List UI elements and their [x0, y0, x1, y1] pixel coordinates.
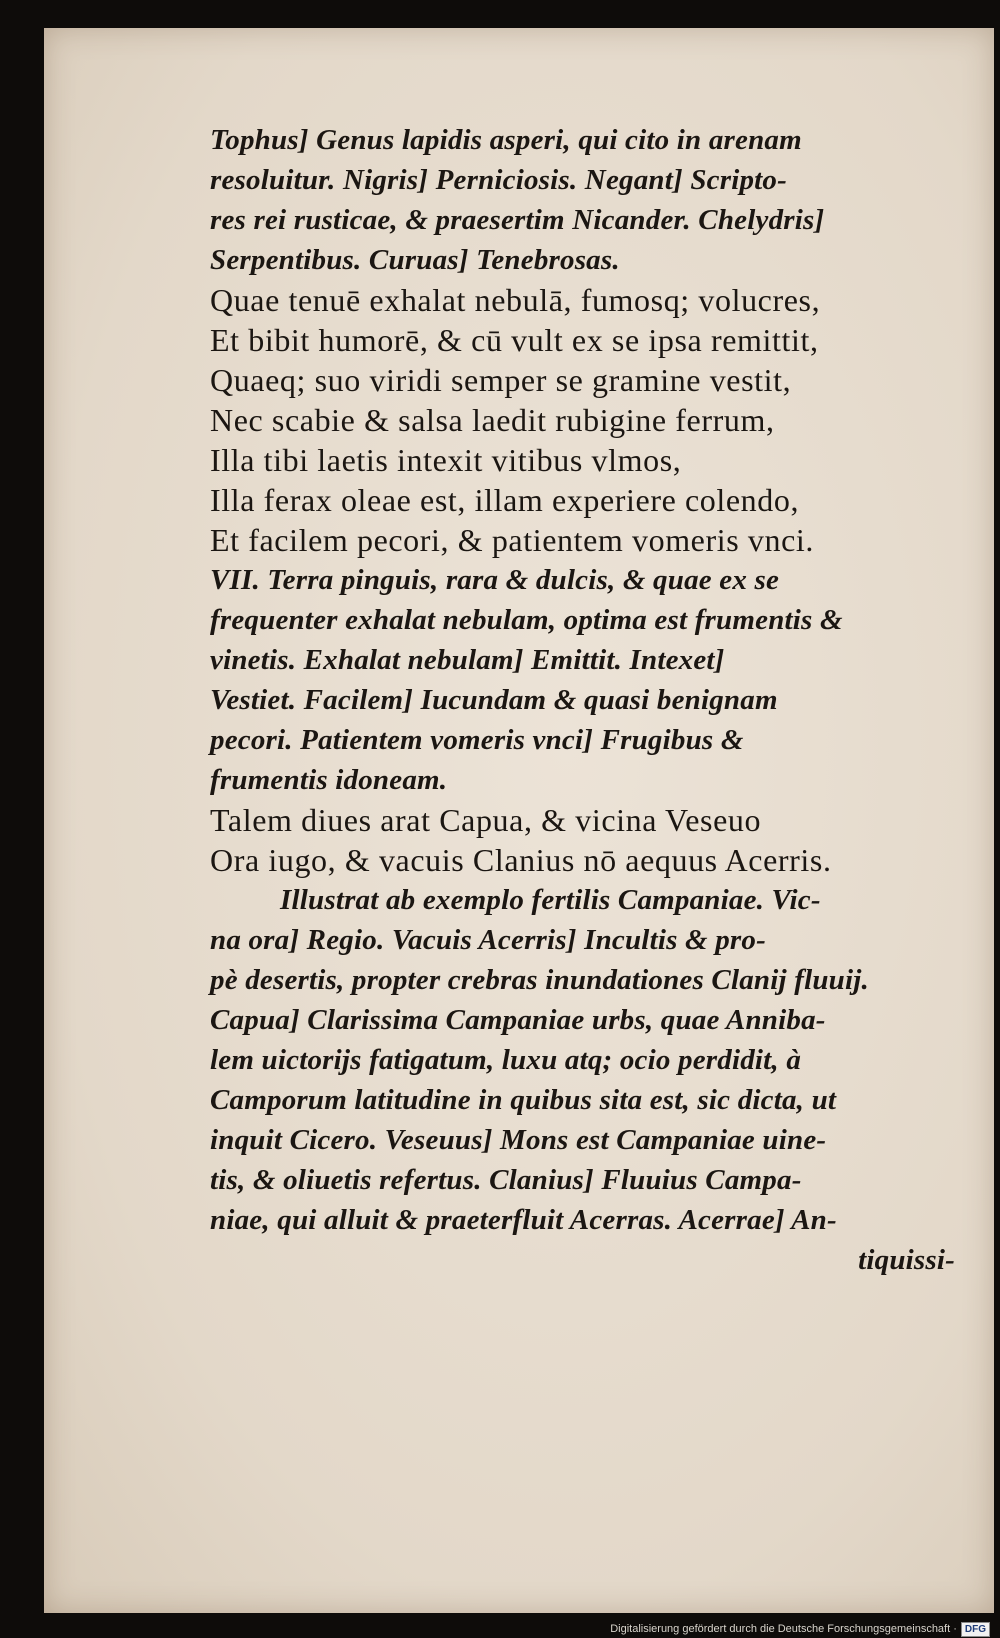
text-line: res rei rusticae, & praesertim Nicander. Chelydris]	[210, 204, 825, 236]
text-line: resoluitur. Nigris] Perniciosis. Negant] Scripto-	[210, 164, 787, 196]
text-line: Vestiet. Facilem] Iucundam & quasi benignam	[210, 684, 778, 716]
text-line: Illustrat ab exemplo fertilis Campaniae. Vic-	[280, 884, 821, 916]
verse-line: Quae tenuē exhalat nebulā, fumosq; volucres,	[210, 282, 821, 318]
verse-line: Nec scabie & salsa laedit rubigine ferrum,	[210, 402, 775, 438]
text-line: niae, qui alluit & praeterfluit Acerras. Acerrae] An-	[210, 1204, 837, 1236]
text-line: lem uictorijs fatigatum, luxu atq; ocio perdidit, à	[210, 1044, 802, 1076]
verse-line: Illa tibi laetis intexit vitibus vlmos,	[210, 442, 682, 478]
text-line: frumentis idoneam.	[210, 764, 448, 796]
credit-text: Digitalisierung gefördert durch die Deutsche Forschungsgemeinschaft ·	[610, 1623, 957, 1635]
text-line: na ora] Regio. Vacuis Acerris] Incultis & pro-	[210, 924, 766, 956]
catchword: tiquissi-	[858, 1244, 955, 1276]
text-line: Tophus] Genus lapidis asperi, qui cito in arenam	[210, 124, 802, 156]
text-line: tis, & oliuetis refertus. Clanius] Fluuius Campa-	[210, 1164, 802, 1196]
text-line: vinetis. Exhalat nebulam] Emittit. Intexet]	[210, 644, 725, 676]
text-line: pè desertis, propter crebras inundationes Clanij fluuij.	[210, 964, 869, 996]
verse-line: Ora iugo, & vacuis Clanius nō aequus Acerris.	[210, 842, 832, 878]
verse-line: Quaeq; suo viridi semper se gramine vestit,	[210, 362, 792, 398]
verse-line: Talem diues arat Capua, & vicina Veseuo	[210, 802, 762, 838]
text-line: Camporum latitudine in quibus sita est, sic dicta, ut	[210, 1084, 837, 1116]
text-line: Serpentibus. Curuas] Tenebrosas.	[210, 244, 620, 276]
dfg-logo: DFG	[961, 1622, 990, 1637]
scanned-page	[44, 28, 994, 1613]
verse-line: Et bibit humorē, & cū vult ex se ipsa remittit,	[210, 322, 819, 358]
verse-line: Illa ferax oleae est, illam experiere colendo,	[210, 482, 800, 518]
text-line: pecori. Patientem vomeris vnci] Frugibus &	[210, 724, 744, 756]
text-line: frequenter exhalat nebulam, optima est frumentis &	[210, 604, 843, 636]
text-line: Capua] Clarissima Campaniae urbs, quae Anniba-	[210, 1004, 826, 1036]
text-line: VII. Terra pinguis, rara & dulcis, & quae ex se	[210, 564, 780, 596]
verse-line: Et facilem pecori, & patientem vomeris vnci.	[210, 522, 814, 558]
text-line: inquit Cicero. Veseuus] Mons est Campaniae uine-	[210, 1124, 827, 1156]
digitization-credit	[610, 1621, 990, 1638]
